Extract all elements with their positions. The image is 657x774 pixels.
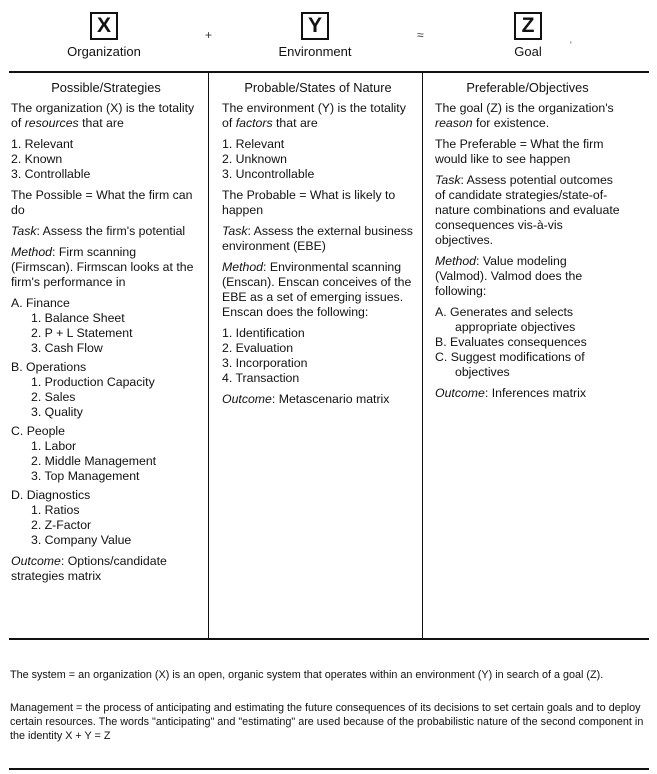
variable-y-label: Environment — [278, 44, 352, 59]
list-item: 3. Cash Flow — [31, 341, 103, 355]
list-item: 2. Sales — [31, 390, 76, 404]
list-item: 2. Unknown — [222, 152, 287, 166]
variable-y-box: Y — [301, 12, 329, 40]
list-item: 1. Ratios — [31, 503, 80, 517]
method-text: Method: Environmental scanning (Enscan). Enscan conceives of the EBE as a set of emerging issues. Enscan does the following: — [222, 260, 412, 319]
system-definition: The system = an organization (X) is an open, organic system that operates within an environment (Y) in search of a goal (Z). — [10, 669, 604, 681]
outcome-text: Outcome: Metascenario matrix — [222, 392, 390, 406]
variable-x-label: Organization — [67, 44, 141, 59]
plus-operator: + — [205, 28, 213, 42]
scan-group-operations — [11, 360, 201, 420]
column-probable — [222, 80, 414, 413]
valmod-steps — [435, 305, 620, 380]
list-item: 1. Balance Sheet — [31, 311, 125, 325]
list-item: 2. Known — [11, 152, 63, 166]
attribute-list — [222, 137, 414, 182]
variable-z — [497, 12, 559, 59]
scan-group-finance — [11, 296, 201, 356]
list-item: 2. Middle Management — [31, 454, 157, 468]
list-item: 3. Company Value — [31, 533, 132, 547]
page-bottom-rule — [9, 768, 649, 770]
list-item: 1. Identification — [222, 326, 305, 340]
definition-text: The Possible = What the firm can do — [11, 188, 193, 217]
task-text: Task: Assess the external business environment (EBE) — [222, 224, 413, 253]
group-title: B. Operations — [11, 360, 87, 374]
table-bottom-rule — [9, 638, 649, 640]
list-item: 3. Uncontrollable — [222, 167, 315, 181]
definition-text: The Preferable = What the firm would like to see happen — [435, 137, 604, 166]
variable-z-label: Goal — [514, 44, 542, 59]
list-item: 2. Z-Factor — [31, 518, 92, 532]
management-definition: Management = the process of anticipating and estimating the future consequences of its decisions to set certain goals and to deploy certain resources. The words "anticipating" and "estimating" are used because of the probabilistic nature of the second component in the identity X + Y = Z — [10, 702, 644, 742]
column-heading: Probable/States of Nature — [244, 80, 392, 95]
scan-group-diagnostics — [11, 488, 201, 548]
list-item: 2. Evaluation — [222, 341, 294, 355]
intro-text: The environment (Y) is the totality of factors that are — [222, 101, 406, 130]
task-text: Task: Assess the firm's potential — [11, 224, 186, 238]
scan-group-people — [11, 424, 201, 484]
intro-text: The organization (X) is the totality of resources that are — [11, 101, 195, 130]
intro-text: The goal (Z) is the organization's reason for existence. — [435, 101, 614, 130]
list-item: A. Generates and selects appropriate objectives — [435, 305, 576, 334]
variable-z-box: Z — [514, 12, 542, 40]
list-item: 3. Incorporation — [222, 356, 308, 370]
method-text: Method: Firm scanning (Firmscan). Firmscan looks at the firm's performance in — [11, 245, 194, 289]
list-item: 4. Transaction — [222, 371, 300, 385]
column-heading: Preferable/Objectives — [466, 80, 589, 95]
list-item: C. Suggest modifications of objectives — [435, 350, 585, 379]
method-text: Method: Value modeling (Valmod). Valmod does the following: — [435, 254, 583, 298]
list-item: 3. Controllable — [11, 167, 91, 181]
list-item: 3. Quality — [31, 405, 83, 419]
approx-operator: ≈ — [417, 28, 424, 42]
outcome-text: Outcome: Inferences matrix — [435, 386, 587, 400]
list-item: 3. Top Management — [31, 469, 140, 483]
column-heading: Possible/Strategies — [51, 80, 161, 95]
attribute-list — [11, 137, 201, 182]
group-title: A. Finance — [11, 296, 70, 310]
top-rule — [9, 71, 649, 73]
variable-x — [62, 12, 146, 59]
column-divider-left — [208, 73, 209, 638]
list-item: 1. Labor — [31, 439, 77, 453]
list-item: 1. Relevant — [11, 137, 74, 151]
enscan-steps — [222, 326, 414, 386]
variable-y — [272, 12, 358, 59]
column-preferable — [435, 80, 620, 407]
group-title: C. People — [11, 424, 66, 438]
list-item: 1. Relevant — [222, 137, 285, 151]
list-item: 1. Production Capacity — [31, 375, 155, 389]
column-divider-right — [422, 73, 423, 638]
stray-mark: ' — [570, 40, 572, 50]
outcome-text: Outcome: Options/candidate strategies matrix — [11, 554, 167, 583]
column-possible — [11, 80, 201, 590]
task-text: Task: Assess potential outcomes of candidate strategies/state-of-nature combinations and evaluate consequences vis-à-vis objectives. — [435, 173, 620, 247]
group-title: D. Diagnostics — [11, 488, 91, 502]
identity-header — [0, 0, 657, 70]
variable-x-box: X — [90, 12, 118, 40]
definition-text: The Probable = What is likely to happen — [222, 188, 396, 217]
list-item: B. Evaluates consequences — [435, 335, 587, 349]
list-item: 2. P + L Statement — [31, 326, 133, 340]
